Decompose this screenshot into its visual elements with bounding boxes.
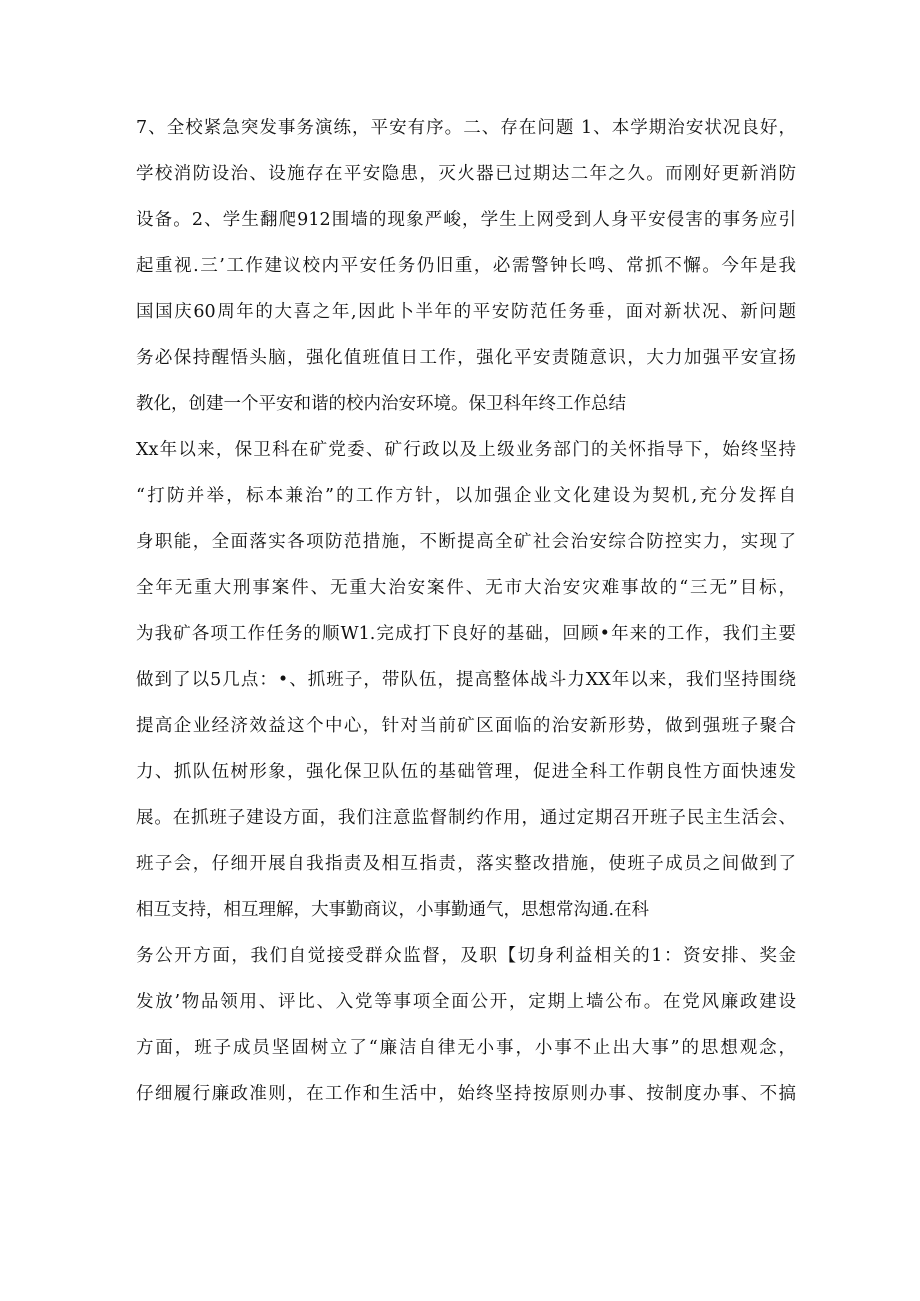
text-line: 发放’物品领用、评比、入党等事项全面公开，定期上墙公布。在党风廉政建设 bbox=[136, 992, 796, 1012]
text-line: 力、抓队伍树形象，强化保卫队伍的基础管理，促进全科工作朝良性方面快速发 bbox=[136, 762, 796, 782]
text-line: 设备。2、学生翻爬912围墙的现象严峻，学生上网受到人身平安侵害的事务应引 bbox=[136, 210, 796, 230]
text-line: 身职能，全面落实各项防范措施，不断提高全矿社会治安综合防控实力，实现了 bbox=[136, 532, 796, 552]
text-line: 班子会，仔细开展自我指责及相互指责，落实整改措施，使班子成员之间做到了 bbox=[136, 854, 796, 874]
text-line: Xx年以来，保卫科在矿党委、矿行政以及上级业务部门的关怀指导下，始终坚持 bbox=[136, 440, 796, 460]
text-line: 相互支持，相互理解，大事勤商议，小事勤通气，思想常沟通.在科 bbox=[136, 900, 650, 920]
text-line: 国国庆60周年的大喜之年,因此卜半年的平安防范任务垂，面对新状况、新问题 bbox=[136, 302, 796, 322]
text-line: 7、全校紧急突发事务演练，平安有序。二、存在问题 1、本学期治安状况良好， bbox=[136, 118, 796, 138]
text-line: 起重视.三’工作建议校内平安任务仍旧重，必需警钟长鸣、常抓不懈。今年是我 bbox=[136, 256, 796, 276]
text-line: 学校消防设治、设施存在平安隐患，灭火器已过期达二年之久。而刚好更新消防 bbox=[136, 164, 796, 184]
text-line: 做到了以5几点：•、抓班子，带队伍，提高整体战斗力XX年以来，我们坚持围绕 bbox=[136, 670, 796, 690]
text-line: 仔细履行廉政准则，在工作和生活中，始终坚持按原则办事、按制度办事、不搞 bbox=[136, 1084, 796, 1104]
text-line: “打防并举，标本兼治”的工作方针，以加强企业文化建设为契机,充分发挥自 bbox=[136, 486, 796, 506]
text-line: 全年无重大刑事案件、无重大治安案件、无市大治安灾难事故的“三无”目标， bbox=[136, 578, 796, 598]
text-line: 为我矿各项工作任务的顺W1.完成打下良好的基础，回顾•年来的工作，我们主要 bbox=[136, 624, 796, 644]
text-line: 展。在抓班子建设方面，我们注意监督制约作用，通过定期召开班子民主生活会、 bbox=[136, 808, 796, 828]
text-line: 务必保持醒悟头脑，强化值班值日工作，强化平安责随意识，大力加强平安宣扬 bbox=[136, 348, 796, 368]
text-line: 教化，创建一个平安和谐的校内治安环境。保卫科年终工作总结 bbox=[136, 394, 626, 414]
text-line: 务公开方面，我们自觉接受群众监督，及职【切身利益相关的1：资安排、奖金 bbox=[136, 946, 796, 966]
text-line: 方面，班子成员坚固树立了“廉洁自律无小事，小事不止出大事”的思想观念， bbox=[136, 1038, 796, 1058]
text-line: 提高企业经济效益这个中心，针对当前矿区面临的治安新形势，做到强班子聚合 bbox=[136, 716, 796, 736]
